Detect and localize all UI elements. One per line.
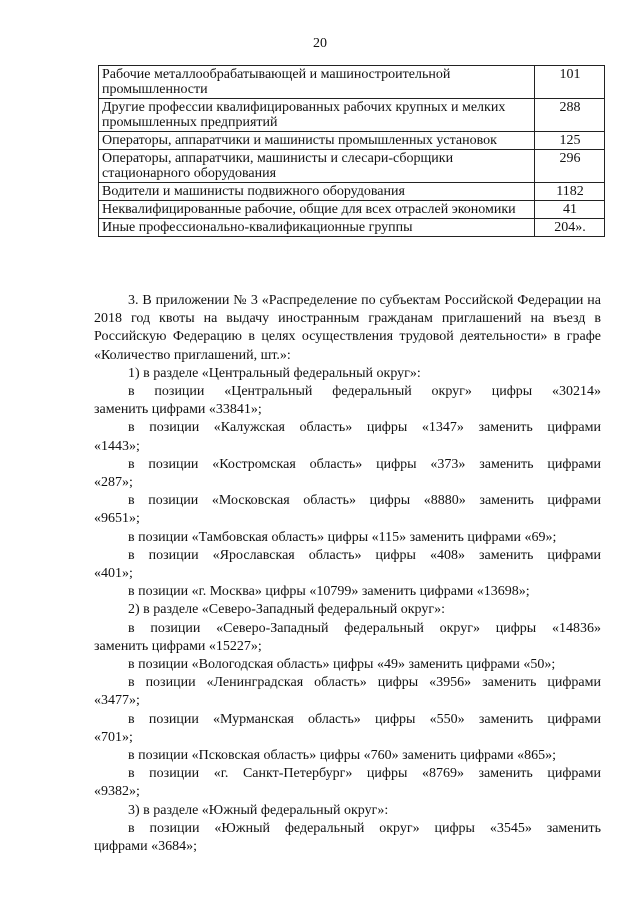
table-row: [99, 219, 605, 237]
occupation-name: Другие профессии квалифицированных рабочих крупных и мелких промышленных предприятий: [99, 99, 535, 132]
amendment-line: в позиции «Тамбовская область» цифры «115» заменить цифрами «69»;: [128, 529, 557, 545]
page-number: 20: [313, 36, 327, 51]
table-row: [99, 150, 605, 183]
amendment-line: в позиции «Костромская область» цифры «373» заменить цифрами: [128, 456, 601, 472]
quota-value: 125: [535, 132, 605, 150]
amendment-list: [94, 365, 601, 856]
quota-value: 204».: [535, 219, 605, 237]
occupation-name: Иные профессионально-квалификационные группы: [99, 219, 535, 237]
amendment-line: в позиции «Ярославская область» цифры «408» заменить цифрами: [128, 547, 601, 563]
table-row: [99, 201, 605, 219]
table-row: [99, 66, 605, 99]
amendment-line-continued: «287»;: [94, 475, 133, 491]
quota-value: 288: [535, 99, 605, 132]
amendment-line-continued: «401»;: [94, 566, 133, 582]
amendment-line-continued: цифрами «3684»;: [94, 839, 198, 855]
amendment-line: в позиции «Ленинградская область» цифры «3956» заменить цифрами: [128, 675, 601, 691]
amendment-line-continued: заменить цифрами «15227»;: [94, 638, 262, 654]
quota-value: 1182: [535, 183, 605, 201]
table-row: [99, 99, 605, 132]
amendment-line: в позиции «Псковская область» цифры «760» заменить цифрами «865»;: [128, 748, 556, 764]
occupation-name: Операторы, аппаратчики и машинисты промышленных установок: [99, 132, 535, 150]
amendment-line: в позиции «г. Москва» цифры «10799» заменить цифрами «13698»;: [128, 584, 530, 600]
amendment-line: в позиции «Калужская область» цифры «1347» заменить цифрами: [128, 420, 601, 436]
amendment-line: в позиции «Мурманская область» цифры «550» заменить цифрами: [128, 711, 601, 727]
amendment-line-continued: «9651»;: [94, 511, 140, 527]
occupation-name: Водители и машинисты подвижного оборудования: [99, 183, 535, 201]
document-body: [94, 292, 601, 856]
intro-paragraph: 3. В приложении № 3 «Распределение по субъектам Российской Федерации на 2018 год квоты на выдачу иностранным гражданам приглашений на въезд в Российскую Федерацию в целях осуществления трудовой деятельности» в графе «Количество приглашений, шт.»:: [94, 293, 601, 363]
amendment-line-continued: заменить цифрами «33841»;: [94, 402, 262, 418]
amendment-line-continued: «3477»;: [94, 693, 140, 709]
amendment-line: в позиции «Московская область» цифры «8880» заменить цифрами: [128, 493, 601, 509]
amendment-line: 1) в разделе «Центральный федеральный округ»:: [128, 365, 421, 381]
amendment-line: 2) в разделе «Северо-Западный федеральный округ»:: [128, 602, 445, 618]
quota-value: 296: [535, 150, 605, 183]
amendment-line: 3) в разделе «Южный федеральный округ»:: [128, 802, 389, 818]
quota-table: [98, 65, 605, 237]
occupation-name: Операторы, аппаратчики, машинисты и слесари-сборщики стационарного оборудования: [99, 150, 535, 183]
amendment-line-continued: «1443»;: [94, 438, 140, 454]
occupation-name: Неквалифицированные рабочие, общие для всех отраслей экономики: [99, 201, 535, 219]
amendment-line: в позиции «г. Санкт-Петербург» цифры «8769» заменить цифрами: [128, 766, 601, 782]
amendment-line: в позиции «Вологодская область» цифры «49» заменить цифрами «50»;: [128, 657, 556, 673]
amendment-line: в позиции «Центральный федеральный округ» цифры «30214»: [128, 384, 601, 400]
amendment-line-continued: «701»;: [94, 729, 133, 745]
occupation-name: Рабочие металлообрабатывающей и машиностроительной промышленности: [99, 66, 535, 99]
quota-value: 41: [535, 201, 605, 219]
table-row: [99, 183, 605, 201]
amendment-line: в позиции «Южный федеральный округ» цифры «3545» заменить: [128, 820, 601, 836]
quota-value: 101: [535, 66, 605, 99]
amendment-line-continued: «9382»;: [94, 784, 140, 800]
table-row: [99, 132, 605, 150]
amendment-line: в позиции «Северо-Западный федеральный округ» цифры «14836»: [128, 620, 601, 636]
